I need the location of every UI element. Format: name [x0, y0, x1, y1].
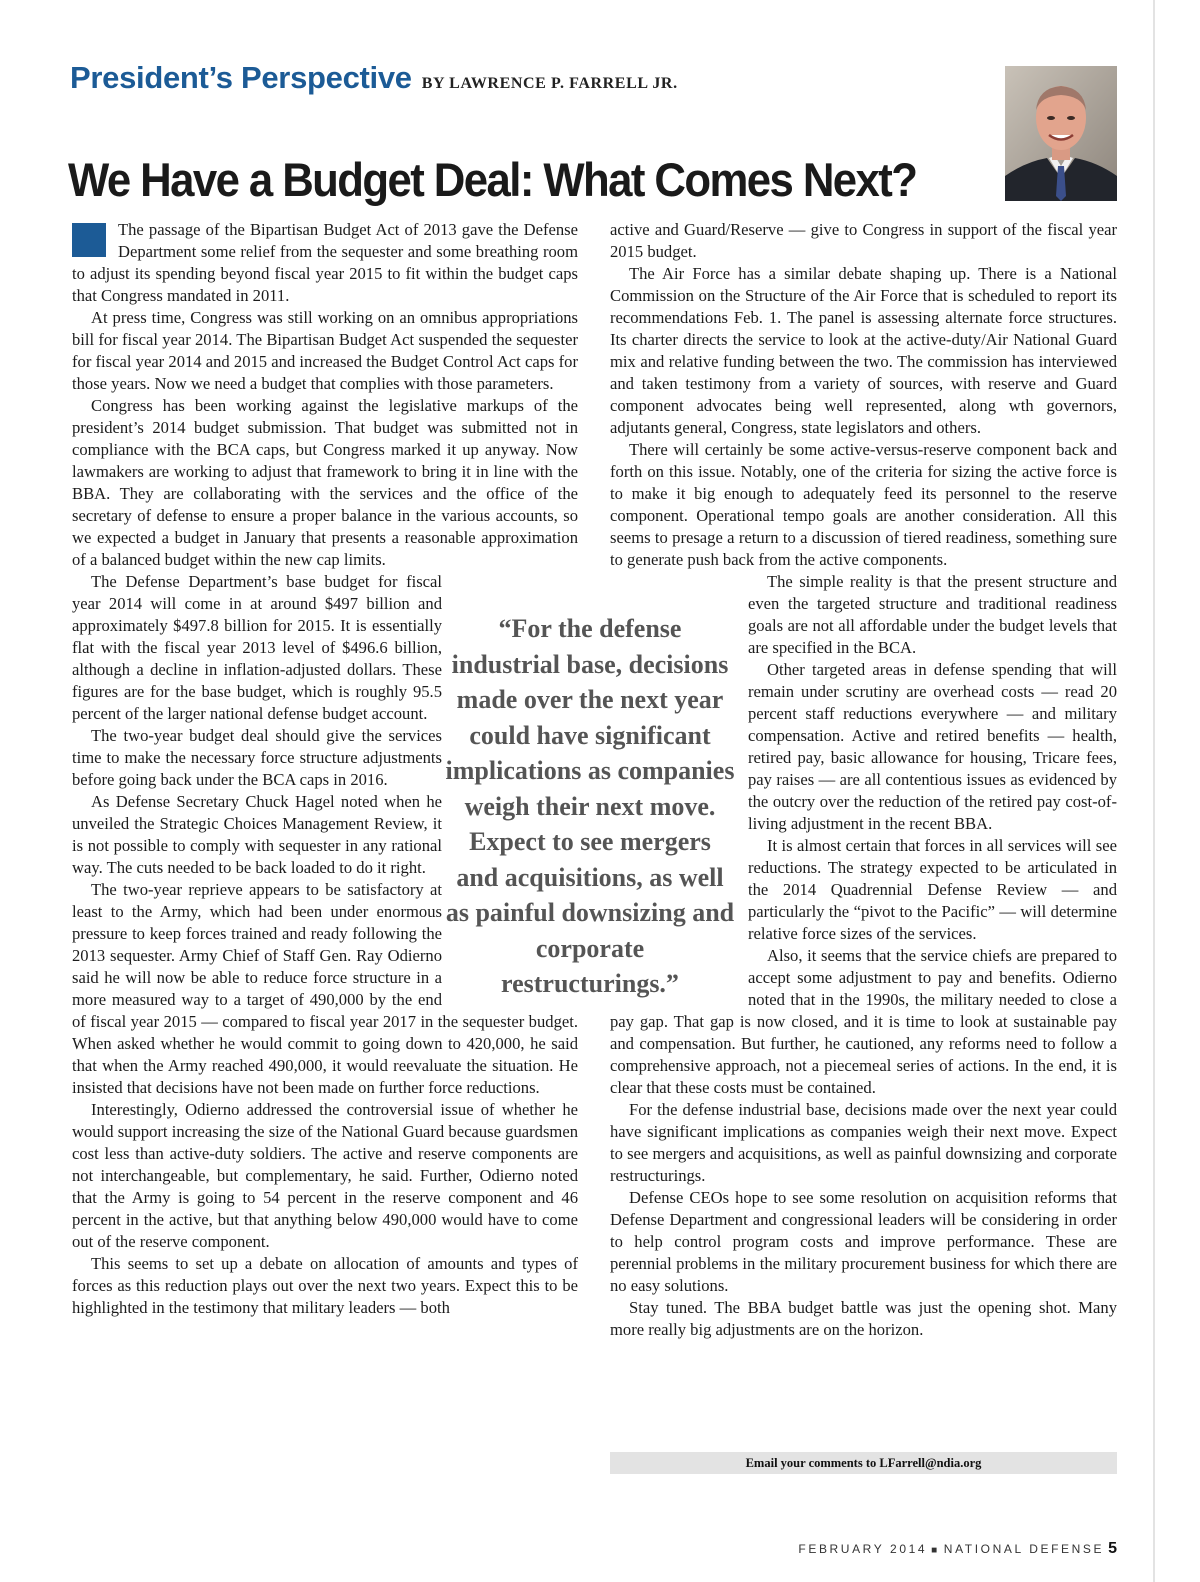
paragraph: active and Guard/Reserve — give to Congress in support of the fiscal year 2015 budget.: [610, 220, 1117, 261]
paragraph: As Defense Secretary Chuck Hagel noted when he unveiled the Strategic Choices Management Review, it is not possible to comply with sequester in any rational way. The cuts needed to be back loaded to do it right.: [72, 792, 442, 877]
paragraph: The Air Force has a similar debate shaping up. There is a National Commission on the Structure of the Air Force that is scheduled to report its recommendations Feb. 1. The panel is assessing alternate force structures. Its charter directs the service to look at the active-duty/Air National Guard mix and relative funding between the two. The commission has interviewed and taken testimony from a variety of sources, with reserve and Guard component advocates being well represented, along wth governors, adjutants general, Congress, state legislators and others.: [610, 264, 1117, 437]
paragraph: The two-year budget deal should give the services time to make the necessary force structure adjustments before going back under the BCA caps in 2016.: [72, 726, 442, 789]
paragraph: The Defense Department’s base budget for fiscal year 2014 will come in at around $497 billion and approximately $497.8 billion for 2015. It is essentially flat with the fiscal year 2013 level of $496.6 billion, although a decline in inflation-adjusted dollars. These figures are for the base budget, which is roughly 95.5 percent of the larger national defense budget account.: [72, 572, 442, 723]
page-edge-line: [1153, 0, 1155, 1582]
paragraph: Interestingly, Odierno addressed the controversial issue of whether he would support increasing the size of the National Guard because guardsmen cost less than active-duty soldiers. The active and reserve components are not interchangeable, but complementary, he said. Further, Odierno noted that the Army is going to 54 percent in the reserve component and 46 percent in the active, but that anything below 490,000 would have to come out of the reserve component.: [72, 1100, 578, 1251]
bullet-separator-icon: ■: [931, 1545, 940, 1556]
paragraph: The simple reality is that the present structure and even the targeted structure and traditional readiness goals are not all affordable under the budget levels that are specified in the BCA.: [748, 572, 1117, 657]
issue-date: FEBRUARY 2014: [798, 1542, 928, 1556]
paragraph: Defense CEOs hope to see some resolution on acquisition reforms that Defense Department and congressional leaders will be considering in order to help control program costs and improve performance. These are perennial problems in the military procurement business for which there are no easy solutions.: [610, 1188, 1117, 1295]
paragraph: Also, it seems that the service chiefs are prepared to accept some adjustment to pay and benefits. Odierno noted that in the 1990s, the military needed to close a pay gap. That gap is now closed, and it is time to look at sustainable pay and compensation. But further, he cautioned, any reforms need to follow a comprehensive approach, not a piecemeal series of actions. In the end, it is clear that these costs must be contained.: [610, 946, 1117, 1097]
paragraph: Stay tuned. The BBA budget battle was just the opening shot. Many more really big adjustments are on the horizon.: [610, 1298, 1117, 1339]
series-title: President’s Perspective: [70, 60, 412, 95]
paragraph: The two-year reprieve appears to be satisfactory at least to the Army, which had been under enormous pressure to keep forces trained and ready following the 2013 sequester. Army Chief of Staff Gen. Ray Odierno said he will now be able to reduce force structure in a more measured way to a target of 490,000 by the end of fiscal year 2015 — compared to fiscal year 2017 in the sequester budget. When asked whether he would commit to going down to 420,000, he said that when the Army reached 490,000, it would reevaluate the situation. He insisted that decisions have not been made on further force reductions.: [72, 880, 578, 1097]
publication-name: NATIONAL DEFENSE: [943, 1542, 1105, 1556]
headline: We Have a Budget Deal: What Comes Next?: [68, 153, 917, 206]
paragraph: Other targeted areas in defense spending that will remain under scrutiny are overhead costs — read 20 percent staff reductions everywhere — and military compensation. Active and retired benefits — health, retired pay, basic allowance for housing, Tricare fees, pay raises — are all contentious issues as evidenced by the outcry over the reduction of the retired pay cost-of-living adjustment in the recent BBA.: [748, 660, 1117, 833]
email-comments-bar[interactable]: Email your comments to LFarrell@ndia.org: [610, 1452, 1117, 1474]
paragraph: This seems to set up a debate on allocation of amounts and types of forces as this reduction plays out over the next two years. Expect this to be highlighted in the testimony that military leaders — both: [72, 1254, 578, 1317]
author-portrait-illustration: [1005, 66, 1117, 201]
paragraph: The passage of the Bipartisan Budget Act of 2013 gave the Defense Department some relief from the sequester and some breathing room to adjust its spending beyond fiscal year 2015 to fit within the budget caps that Congress mandated in 2011.: [72, 220, 578, 305]
page-footer: [798, 1540, 1117, 1558]
pull-quote: “For the defense industrial base, decisions made over the next year could have significant implications as companies weigh their next move. Expect to see mergers and acquisitions, as well as painful downsizing and corporate restructurings.”: [445, 614, 735, 998]
section-kicker: [70, 60, 678, 96]
paragraph: Congress has been working against the legislative markups of the president’s 2014 budget submission. That budget was submitted not in compliance with the BCA caps, but Congress marked it up anyway. Now lawmakers are working to adjust that framework to bring it in line with the BBA. They are collaborating with the services and the office of the secretary of defense to ensure a proper balance in the various accounts, so we expected a budget in January that presents a reasonable approximation of a balanced budget within the new cap limits.: [72, 396, 578, 569]
paragraph: For the defense industrial base, decisions made over the next year could have significant implications as companies weigh their next move. Expect to see mergers and acquisitions, as well as painful downsizing and corporate restructurings.: [610, 1100, 1117, 1185]
paragraph: There will certainly be some active-versus-reserve component back and forth on this issue. Notably, one of the criteria for sizing the active force is to make it big enough to adequately feed its personnel to the reserve component. Operational tempo goals are another consideration. All this seems to presage a return to a discussion of tiered readiness, something sure to generate push back from the active components.: [610, 440, 1117, 569]
author-portrait: [1005, 66, 1117, 201]
drop-cap-box: [72, 223, 106, 257]
paragraph: At press time, Congress was still working on an omnibus appropriations bill for fiscal year 2014. The Bipartisan Budget Act suspended the sequester for fiscal year 2014 and 2015 and increased the Budget Control Act caps for those years. Now we need a budget that complies with those parameters.: [72, 308, 578, 393]
byline: BY LAWRENCE P. FARRELL JR.: [421, 75, 678, 92]
page-number: 5: [1108, 1540, 1117, 1557]
paragraph: It is almost certain that forces in all services will see reductions. The strategy expected to be articulated in the 2014 Quadrennial Defense Review — and particularly the “pivot to the Pacific” — will determine relative force sizes of the services.: [748, 836, 1117, 943]
